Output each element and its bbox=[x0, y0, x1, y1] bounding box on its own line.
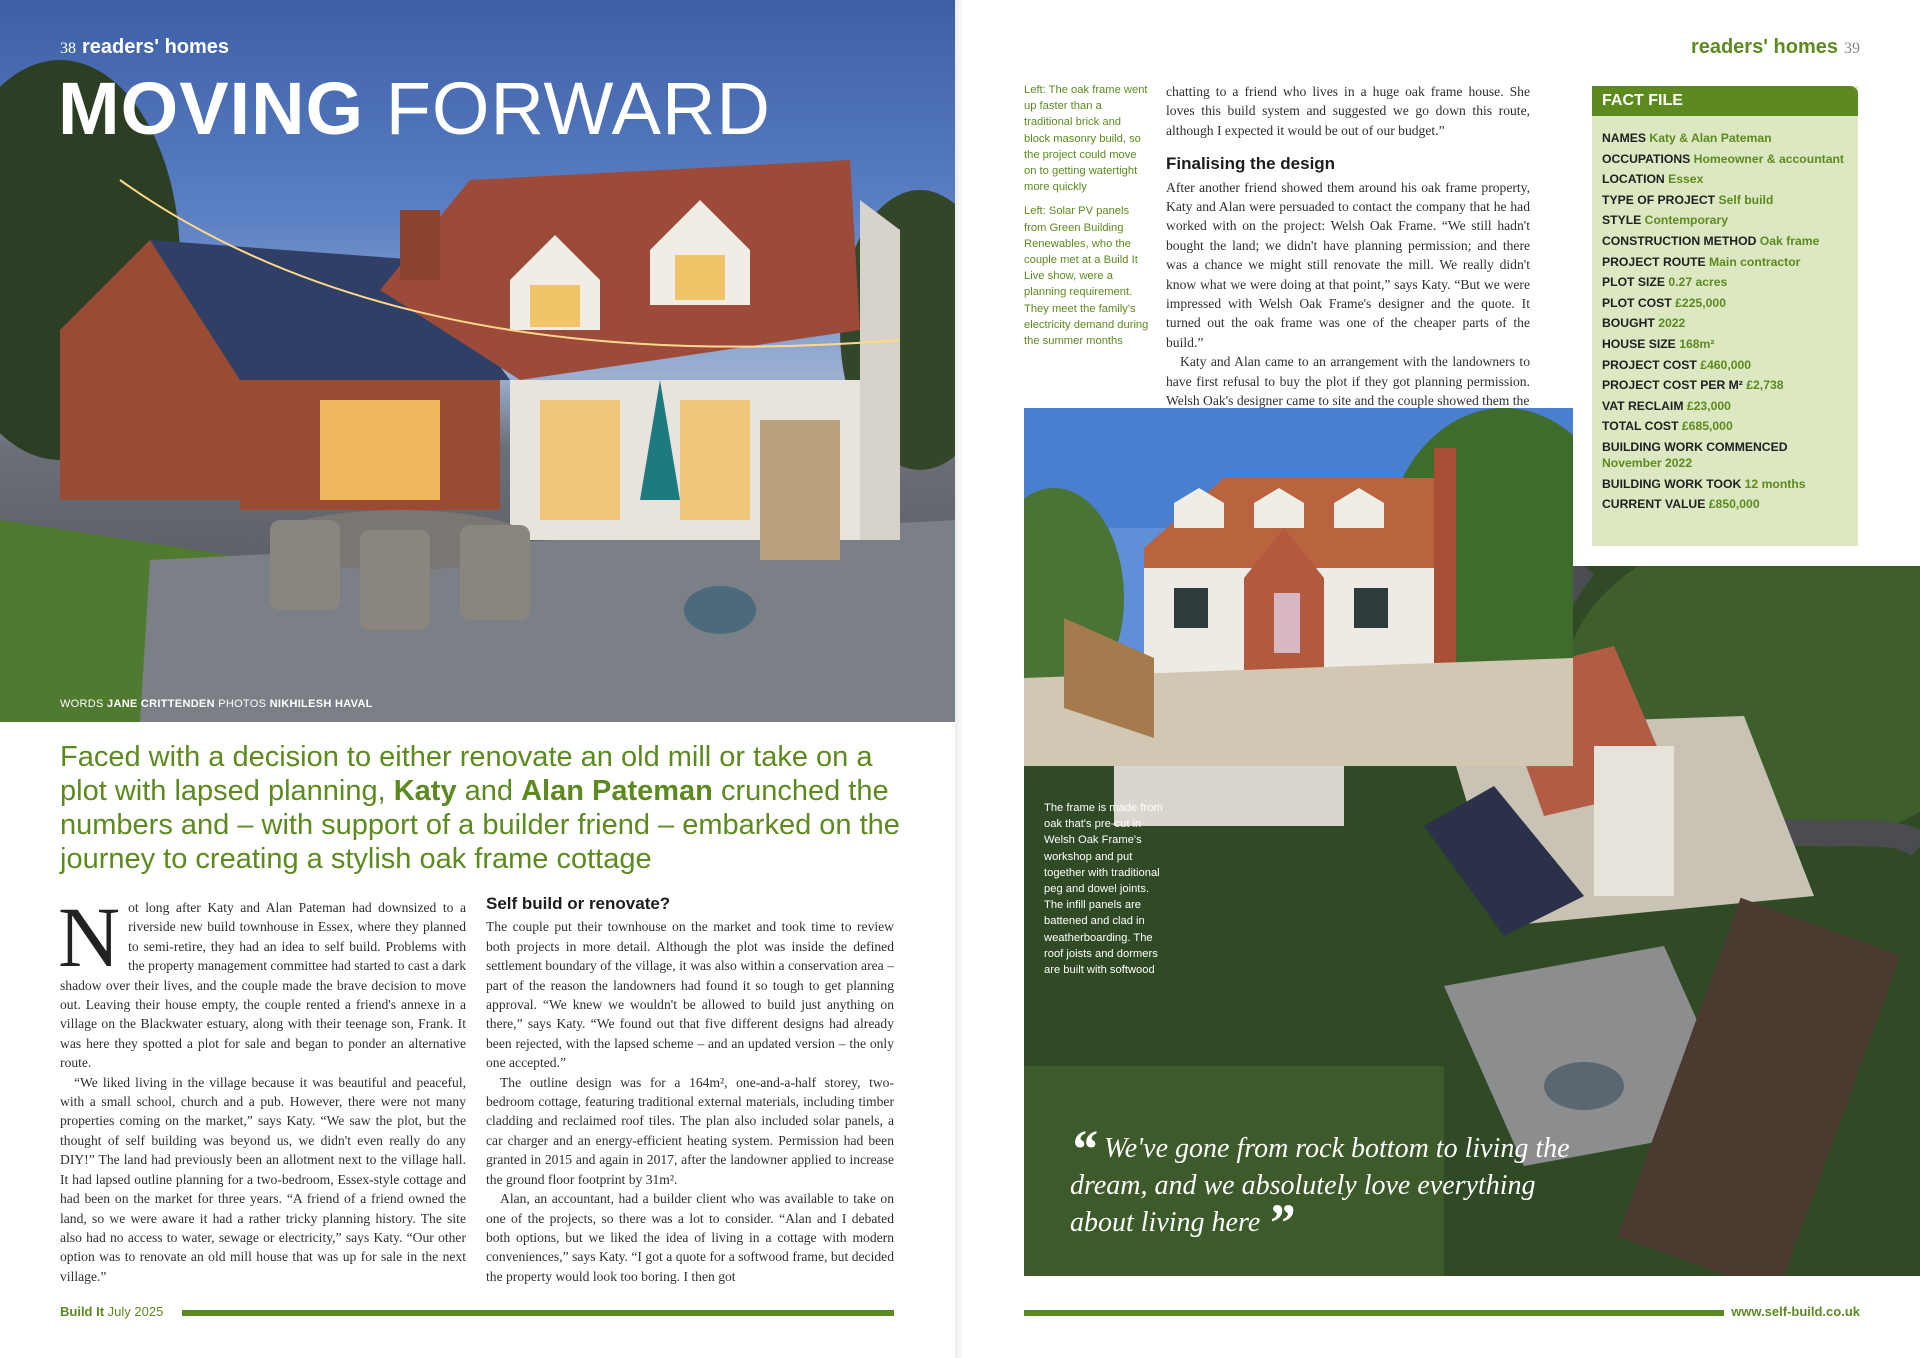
caption: Left: The oak frame went up faster than a traditional brick and block masonry build, so the project could move on to getting watertight more quickly bbox=[1024, 84, 1148, 194]
writer-name: JANE CRITTENDEN bbox=[107, 698, 215, 710]
fact-label: CURRENT VALUE bbox=[1602, 497, 1706, 512]
fact-file-row bbox=[1602, 357, 1848, 373]
fact-value: £850,000 bbox=[1708, 497, 1760, 512]
fact-file-row bbox=[1602, 151, 1848, 167]
fact-label: TYPE OF PROJECT bbox=[1602, 192, 1716, 207]
photographer-name: NIKHILESH HAVAL bbox=[269, 698, 373, 710]
fact-file-list bbox=[1592, 116, 1858, 512]
fact-file-row bbox=[1602, 274, 1848, 290]
fact-value: Katy & Alan Pateman bbox=[1649, 131, 1772, 145]
fact-file-row bbox=[1602, 212, 1848, 228]
body-paragraph: After another friend showed them around his oak frame property, Katy and Alan were persuaded to contact the company that he had worked with on the project: Welsh Oak Frame. “We still hadn't bought the land; we didn't have planning permission; and there was a chance we might still renovate the mill. We really didn't know what we were doing at that point,” says Katy. “But we were impressed with Welsh Oak Frame's designer and the quote. It turned out the oak frame was one of the cheaper parts of the build.” bbox=[1166, 179, 1530, 350]
fact-value: Contemporary bbox=[1644, 213, 1728, 228]
subheading: Self build or renovate? bbox=[486, 894, 671, 913]
left-page bbox=[0, 0, 958, 1358]
body-column-3 bbox=[1166, 82, 1530, 411]
footer-rule bbox=[1024, 1310, 1724, 1316]
fact-label: TOTAL COST bbox=[1602, 419, 1679, 434]
headline bbox=[58, 67, 771, 150]
body-paragraph: Alan, an accountant, had a builder client who was available to take on one of the projects, so there was a lot to consider. “Alan and I debated both options, but we liked the idea of living in a cottage with modern conveniences,” says Katy. “I got a quote for a softwood frame, but decided the property would look too boring. I then got bbox=[486, 1191, 894, 1284]
photo-credits bbox=[60, 698, 373, 710]
hero-photo bbox=[0, 0, 958, 722]
paragraph-text: ot long after Katy and Alan Pateman had downsized to a riverside new build townhouse in Essex, where they planned to semi-retire, they had an idea to self build. Problems with the property management committee had started to cast a dark shadow over their lives, and the couple made the brave decision to move out. Leaving their house empty, the couple rented a friend's annexe in a village on the Blackwater estuary, along with their teenage son, Frank. It was here they spotted a plot for sale and began to ponder an alternative route. bbox=[60, 900, 466, 1071]
body-column-2 bbox=[486, 894, 894, 1286]
body-paragraph: The couple put their townhouse on the market and took time to review both projects in more detail. Although the plot was inside the defined settlement boundary of the village, it was also within a conservation area – part of the reason the landowners had found it so tough to get planning approval. “We knew we wouldn't be allowed to build just anything on there,” says Katy. “We found out that five different designs had already been rejected, with the lapsed scheme – and an updated version – the only one accepted.” bbox=[486, 919, 894, 1071]
front-photo bbox=[1024, 408, 1573, 766]
fact-value: £460,000 bbox=[1700, 357, 1752, 372]
fact-label: STYLE bbox=[1602, 213, 1642, 228]
fact-value: 0.27 acres bbox=[1668, 275, 1728, 290]
words-label: WORDS bbox=[60, 698, 104, 710]
drop-cap: N bbox=[58, 889, 121, 985]
fact-label: PLOT COST bbox=[1602, 295, 1672, 310]
fact-value: Homeowner & accountant bbox=[1693, 151, 1844, 166]
fact-value: £685,000 bbox=[1681, 419, 1733, 434]
fact-file-row bbox=[1602, 398, 1848, 414]
fact-label: LOCATION bbox=[1602, 172, 1665, 187]
body-column-1 bbox=[58, 889, 466, 1286]
footer-issue bbox=[60, 1304, 163, 1319]
body-paragraph: Katy and Alan came to an arrangement with the landowners to have first refusal to buy the plot if they got planning permission. Welsh Oak's designer came to site and the couple showed them the bbox=[1166, 354, 1530, 409]
fact-label: CONSTRUCTION METHOD bbox=[1602, 233, 1757, 248]
front-photo-illustration bbox=[1024, 408, 1573, 766]
section-label bbox=[60, 36, 229, 59]
standfirst bbox=[60, 740, 910, 876]
fact-file-row bbox=[1602, 130, 1848, 146]
fact-file-row bbox=[1602, 476, 1848, 492]
issue-date: July 2025 bbox=[107, 1304, 164, 1319]
standfirst-name1: Katy bbox=[393, 775, 457, 807]
fact-file-row bbox=[1602, 439, 1848, 471]
section-label bbox=[1691, 36, 1860, 59]
open-quote-mark: “ bbox=[1070, 1119, 1097, 1179]
fact-value: Essex bbox=[1668, 172, 1704, 187]
page-number: 39 bbox=[1844, 40, 1860, 57]
fact-file-title: FACT FILE bbox=[1592, 86, 1858, 116]
fact-file-row bbox=[1602, 418, 1848, 434]
fact-value: 168m² bbox=[1679, 336, 1715, 351]
fact-file-row bbox=[1602, 171, 1848, 187]
fact-label: VAT RECLAIM bbox=[1602, 398, 1684, 413]
fact-value: £23,000 bbox=[1686, 398, 1731, 413]
body-paragraph: chatting to a friend who lives in a huge oak frame house. She loves this build system and suggested we go down this route, although I expected it would be out of our budget.” bbox=[1166, 84, 1530, 138]
fact-label: BUILDING WORK TOOK bbox=[1602, 476, 1742, 491]
body-paragraph: The outline design was for a 164m², one-and-a-half storey, two-bedroom cottage, featuring traditional external materials, including timber cladding and reclaimed roof tiles. The plan also included solar panels, a car charger and an energy-efficient heating system. Permission had been granted in 2015 and again in 2017, after the landowner applied to increase the ground floor footprint by 31m². bbox=[486, 1074, 894, 1187]
fact-label: BUILDING WORK COMMENCED bbox=[1602, 439, 1788, 454]
page-number: 38 bbox=[60, 40, 76, 57]
website-url: www.self-build.co.uk bbox=[1731, 1304, 1860, 1319]
fact-label: BOUGHT bbox=[1602, 316, 1655, 331]
close-quote-mark: ” bbox=[1267, 1193, 1295, 1253]
fact-value: Main contractor bbox=[1709, 254, 1801, 269]
fact-label: PROJECT COST PER M² bbox=[1602, 378, 1743, 393]
fact-label: PLOT SIZE bbox=[1602, 275, 1665, 290]
quote-text: We've gone from rock bottom to living the dream, and we absolutely love everything about living here bbox=[1070, 1133, 1570, 1238]
standfirst-part3: crunched the numbers and – with support of a builder friend – embarked on the journey to creating a stylish oak frame cottage bbox=[60, 775, 900, 875]
fact-label: NAMES bbox=[1602, 131, 1647, 145]
fact-value: Self build bbox=[1718, 192, 1774, 207]
fact-file-row bbox=[1602, 336, 1848, 352]
fact-label: HOUSE SIZE bbox=[1602, 336, 1676, 351]
fact-file-row bbox=[1602, 233, 1848, 249]
body-paragraph bbox=[58, 889, 466, 1073]
fact-file bbox=[1592, 86, 1858, 546]
fact-file-row bbox=[1602, 315, 1848, 331]
magazine-name: Build It bbox=[60, 1304, 105, 1319]
fact-value: £225,000 bbox=[1675, 295, 1726, 310]
aerial-caption: The frame is made from oak that's pre-cut in Welsh Oak Frame's workshop and put together with traditional peg and dowel joints. The infill panels are battened and clad in weatherboarding. The roof joists and dormers are built with softwood bbox=[1044, 802, 1163, 977]
standfirst-part2: and bbox=[456, 775, 522, 807]
footer-rule bbox=[182, 1310, 894, 1316]
subheading: Finalising the design bbox=[1166, 154, 1336, 174]
body-paragraph: “We liked living in the village because it was beautiful and peaceful, with a small school, church and a pub. However, there were not many properties coming on the market,” says Katy. “We saw the plot, but the thought of self building was beyond us, we didn't even really do any DIY!” The land had previously been an allotment next to the village hall. It had lapsed outline planning for a two-bedroom, Essex-style cottage and had been on the market for three years. “A friend of a friend owned the land, so we were aware it had a rather tricky planning history. The site also had no access to water, sewage or electricity,” says Katy. “Our other option was to renovate an old mill house that was up for sale in the next village.” bbox=[60, 1074, 466, 1284]
pull-quote bbox=[1070, 1119, 1590, 1253]
headline-bold: MOVING bbox=[58, 67, 365, 150]
photo-captions bbox=[1024, 82, 1150, 349]
fact-file-row bbox=[1602, 192, 1848, 208]
section-name: readers' homes bbox=[1690, 36, 1838, 58]
standfirst-part1: Faced with a decision to either renovate an old mill or take on a plot with lapsed planning, bbox=[60, 741, 873, 807]
section-name: readers' homes bbox=[82, 36, 230, 58]
fact-file-row bbox=[1602, 295, 1848, 311]
fact-label: PROJECT ROUTE bbox=[1602, 254, 1706, 269]
fact-label: OCCUPATIONS bbox=[1602, 151, 1691, 166]
fact-value: Oak frame bbox=[1759, 233, 1820, 248]
photos-label: PHOTOS bbox=[218, 698, 267, 710]
fact-value: November 2022 bbox=[1602, 455, 1693, 470]
right-page bbox=[962, 0, 1920, 1358]
fact-label: PROJECT COST bbox=[1602, 357, 1697, 372]
fact-value: £2,738 bbox=[1746, 378, 1784, 393]
fact-file-row bbox=[1602, 377, 1848, 393]
headline-light: FORWARD bbox=[385, 67, 771, 150]
standfirst-name2: Alan Pateman bbox=[521, 775, 713, 807]
fact-value: 2022 bbox=[1658, 316, 1686, 331]
fact-file-row bbox=[1602, 254, 1848, 270]
fact-file-row bbox=[1602, 496, 1848, 512]
caption: Left: Solar PV panels from Green Building Renewables, who the couple met at a Build It Live show, were a planning requirement. They meet the family's electricity demand during the summer months bbox=[1024, 205, 1149, 348]
fact-value: 12 months bbox=[1744, 476, 1806, 491]
